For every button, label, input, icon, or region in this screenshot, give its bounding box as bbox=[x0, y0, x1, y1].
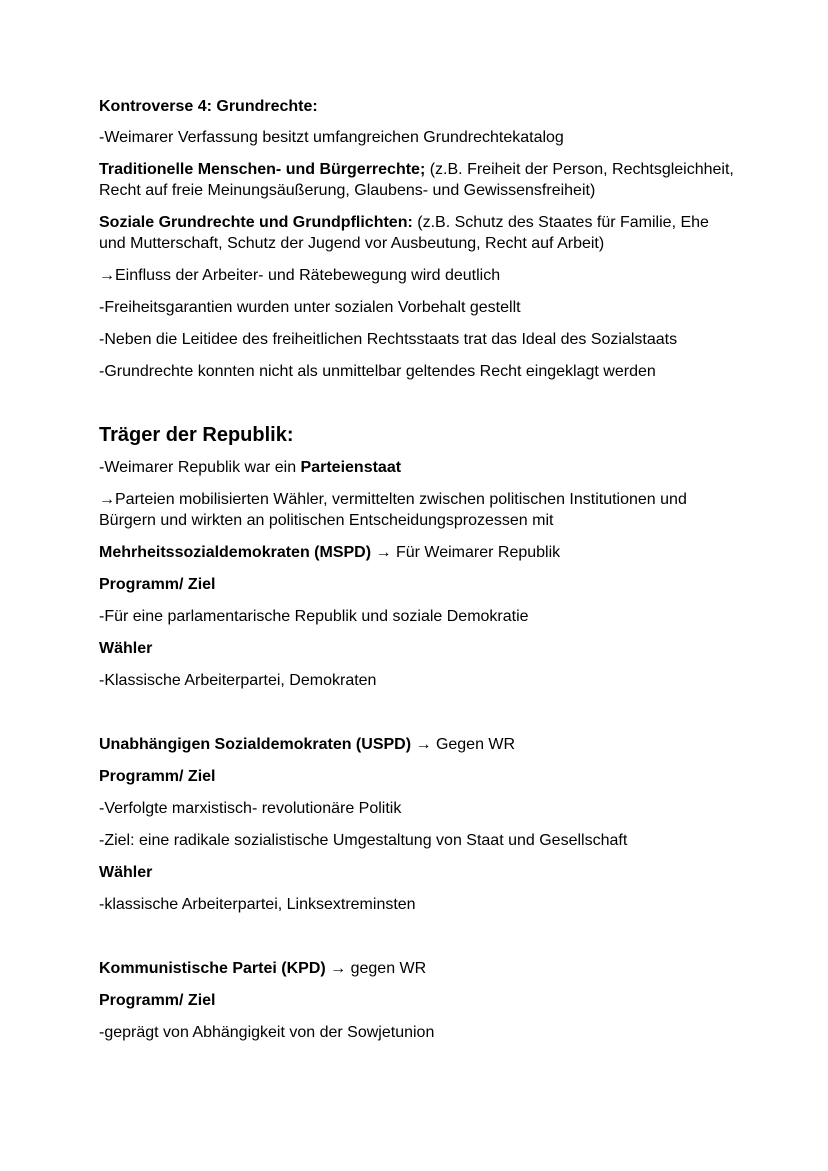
program-item: -geprägt von Abhängigkeit von der Sowjetunion bbox=[99, 1024, 435, 1041]
party-heading-mspd: Mehrheitssozialdemokraten (MSPD) → Für Weimarer Republik bbox=[99, 544, 561, 561]
party-heading-uspd: Unabhängigen Sozialdemokraten (USPD) → Gegen WR bbox=[99, 736, 516, 753]
party-heading-kpd: Kommunistische Partei (KPD) → gegen WR bbox=[99, 960, 427, 977]
voters-label: Wähler bbox=[99, 640, 153, 657]
term-label: Traditionelle Menschen- und Bürgerrechte; bbox=[99, 161, 426, 178]
text-line: -Freiheitsgarantien wurden unter sozialen Vorbehalt gestellt bbox=[99, 299, 521, 316]
term-text: (z.B. Schutz des Staates für Familie, Ehe und Mutterschaft, Schutz der Jugend vor Ausbeutung, Recht auf Arbeit) bbox=[99, 214, 709, 252]
voters-text: -Klassische Arbeiterpartei, Demokraten bbox=[99, 672, 377, 689]
program-label: Programm/ Ziel bbox=[99, 576, 216, 593]
section-heading-grundrechte: Kontroverse 4: Grundrechte: bbox=[99, 98, 318, 115]
section-heading-traeger: Träger der Republik: bbox=[99, 424, 294, 446]
text-line: -Weimarer Republik war ein Parteienstaat bbox=[99, 459, 402, 476]
program-item: -Verfolgte marxistisch- revolutionäre Politik bbox=[99, 800, 402, 817]
term-text: (z.B. Freiheit der Person, Rechtsgleichheit, Recht auf freie Meinungsäußerung, Glaubens- und Gewissensfreiheit) bbox=[99, 161, 734, 199]
text-line: -Grundrechte konnten nicht als unmittelbar geltendes Recht eingeklagt werden bbox=[99, 363, 656, 380]
program-item: -Ziel: eine radikale sozialistische Umgestaltung von Staat und Gesellschaft bbox=[99, 832, 628, 849]
voters-text: -klassische Arbeiterpartei, Linksextreminsten bbox=[99, 896, 416, 913]
voters-label: Wähler bbox=[99, 864, 153, 881]
program-label: Programm/ Ziel bbox=[99, 992, 216, 1009]
text-line: -Weimarer Verfassung besitzt umfangreichen Grundrechtekatalog bbox=[99, 129, 564, 146]
program-label: Programm/ Ziel bbox=[99, 768, 216, 785]
term-label: Soziale Grundrechte und Grundpflichten: bbox=[99, 214, 413, 231]
text-line: →Einfluss der Arbeiter- und Rätebewegung wird deutlich bbox=[99, 267, 501, 284]
paragraph-traditional-rights bbox=[99, 159, 739, 201]
text-line: -Neben die Leitidee des freiheitlichen Rechtsstaats trat das Ideal des Sozialstaats bbox=[99, 331, 678, 348]
program-item: -Für eine parlamentarische Republik und soziale Demokratie bbox=[99, 608, 529, 625]
document-page bbox=[99, 96, 739, 1043]
text-line: →Parteien mobilisierten Wähler, vermittelten zwischen politischen Institutionen und Bürgern und wirkten an politischen Entscheidungsprozessen mit bbox=[99, 491, 687, 529]
paragraph-social-rights bbox=[99, 212, 739, 254]
